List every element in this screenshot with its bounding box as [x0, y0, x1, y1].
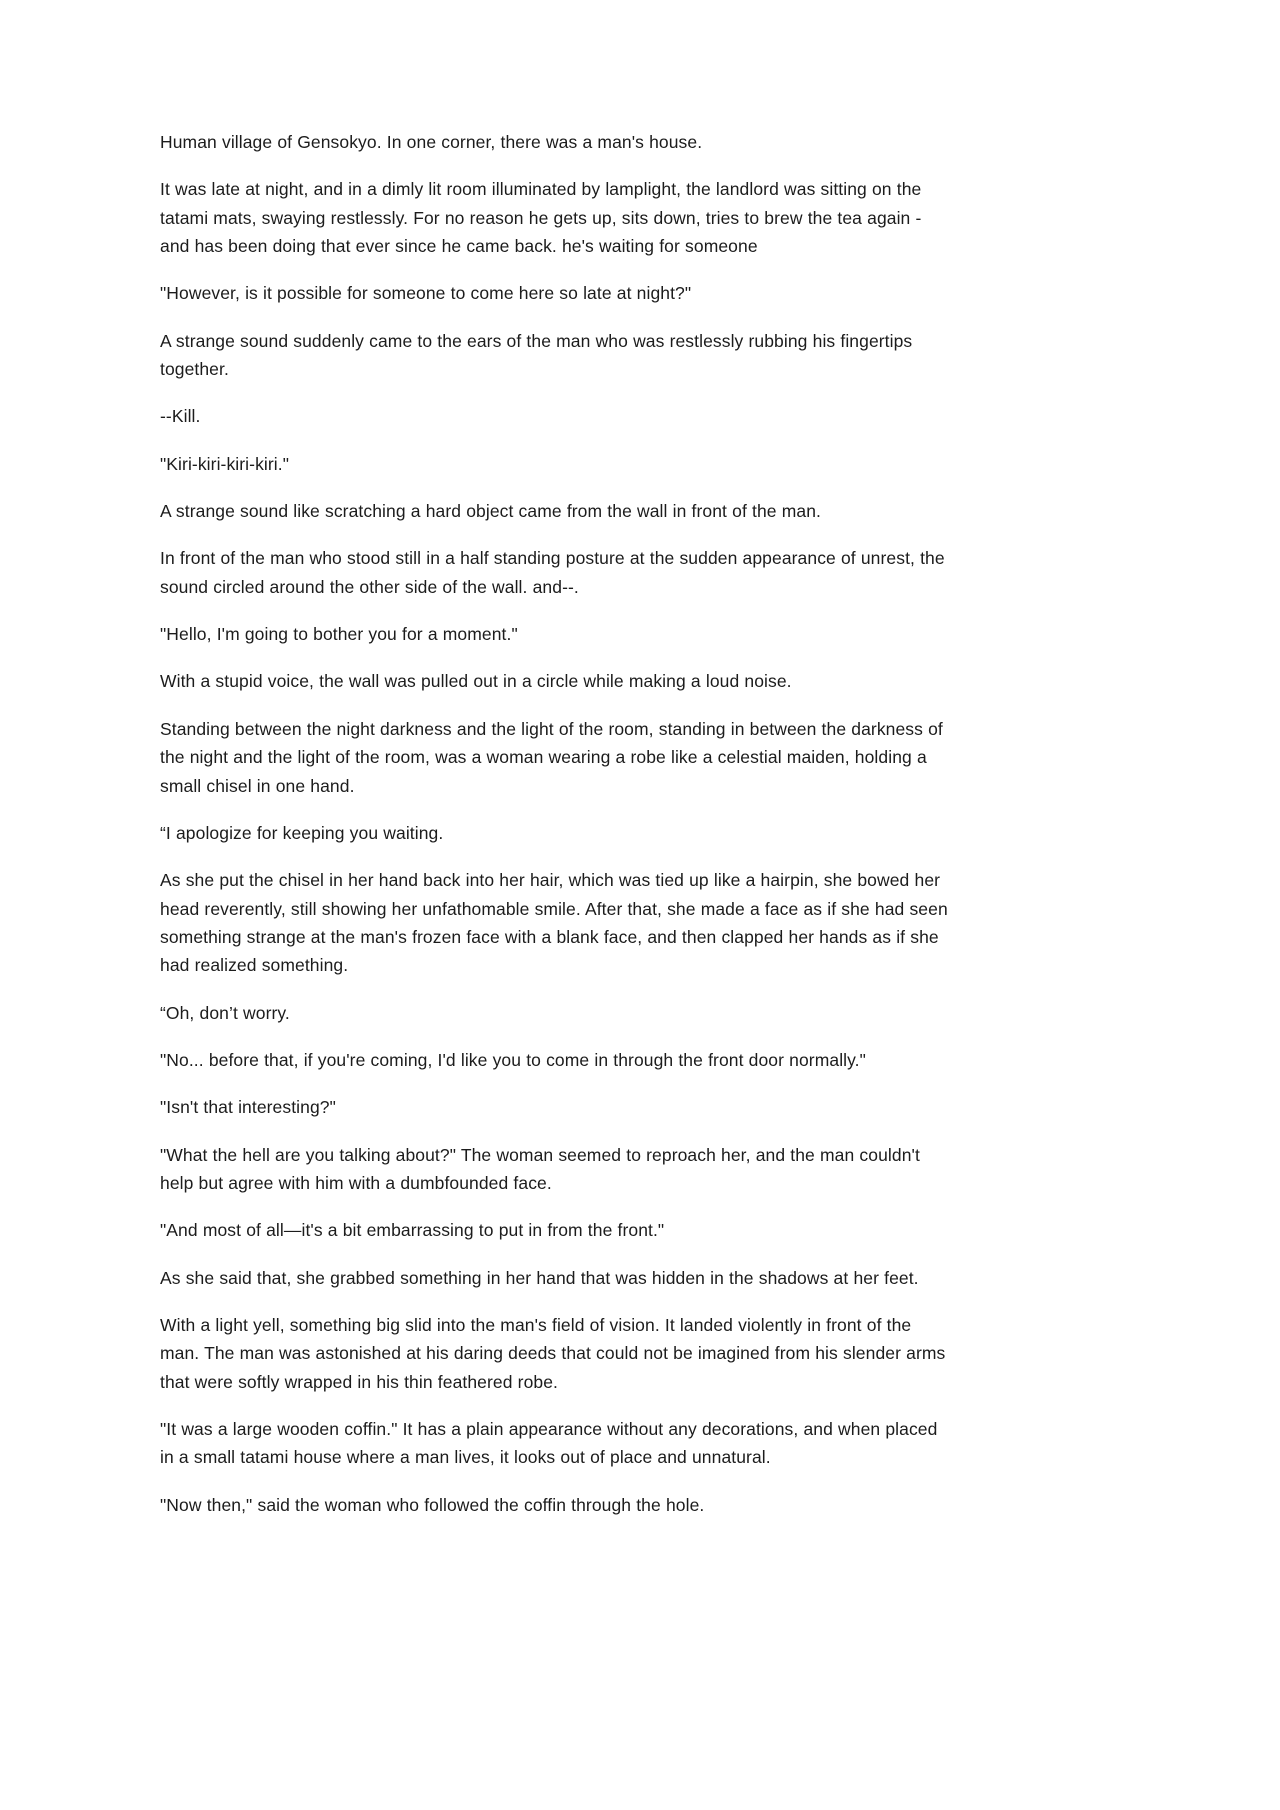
- paragraph: "Kiri-kiri-kiri-kiri.": [160, 453, 290, 474]
- paragraph: With a light yell, something big slid into the man's field of vision. It landed violently in front of the man. The man was astonished at his daring deeds that could not be imagined from his slender arms that were softly wrapped in his thin feathered robe.: [160, 1314, 946, 1392]
- paragraph: It was late at night, and in a dimly lit room illuminated by lamplight, the landlord was sitting on the tatami mats, swaying restlessly. For no reason he gets up, sits down, tries to brew the tea again - and has been doing that ever since he came back. he's waiting for someone: [160, 179, 922, 257]
- paragraph: In front of the man who stood still in a half standing posture at the sudden appearance of unrest, the sound circled around the other side of the wall. and--.: [160, 548, 945, 597]
- paragraph: "It was a large wooden coffin." It has a plain appearance without any decorations, and when placed in a small tatami house where a man lives, it looks out of place and unnatural.: [160, 1419, 938, 1468]
- paragraph: --Kill.: [160, 406, 201, 427]
- paragraph: “I apologize for keeping you waiting.: [160, 822, 444, 843]
- paragraph: "Hello, I'm going to bother you for a moment.": [160, 624, 518, 645]
- paragraph: "Now then," said the woman who followed the coffin through the hole.: [160, 1494, 705, 1515]
- paragraph: "What the hell are you talking about?" The woman seemed to reproach her, and the man couldn't help but agree with him with a dumbfounded face.: [160, 1144, 920, 1193]
- paragraph: As she said that, she grabbed something in her hand that was hidden in the shadows at her feet.: [160, 1267, 919, 1288]
- paragraph: With a stupid voice, the wall was pulled out in a circle while making a loud noise.: [160, 671, 792, 692]
- paragraph: "No... before that, if you're coming, I'd like you to come in through the front door normally.": [160, 1049, 866, 1070]
- paragraph: "Isn't that interesting?": [160, 1097, 336, 1118]
- paragraph: As she put the chisel in her hand back into her hair, which was tied up like a hairpin, she bowed her head reverently, still showing her unfathomable smile. After that, she made a face as if she had seen something strange at the man's frozen face with a blank face, and then clapped her hands as if she had realized something.: [160, 870, 948, 976]
- paragraph: "However, is it possible for someone to come here so late at night?": [160, 283, 692, 304]
- paragraph: "And most of all—it's a bit embarrassing to put in from the front.": [160, 1220, 665, 1241]
- paragraph: Human village of Gensokyo. In one corner, there was a man's house.: [160, 132, 703, 152]
- document-body: [160, 128, 950, 1519]
- paragraph: Standing between the night darkness and the light of the room, standing in between the darkness of the night and the light of the room, was a woman wearing a robe like a celestial maiden, holding a small chisel in one hand.: [160, 718, 943, 796]
- paragraph: “Oh, don’t worry.: [160, 1002, 290, 1023]
- paragraph: A strange sound like scratching a hard object came from the wall in front of the man.: [160, 501, 821, 522]
- paragraph: A strange sound suddenly came to the ears of the man who was restlessly rubbing his fingertips together.: [160, 330, 913, 380]
